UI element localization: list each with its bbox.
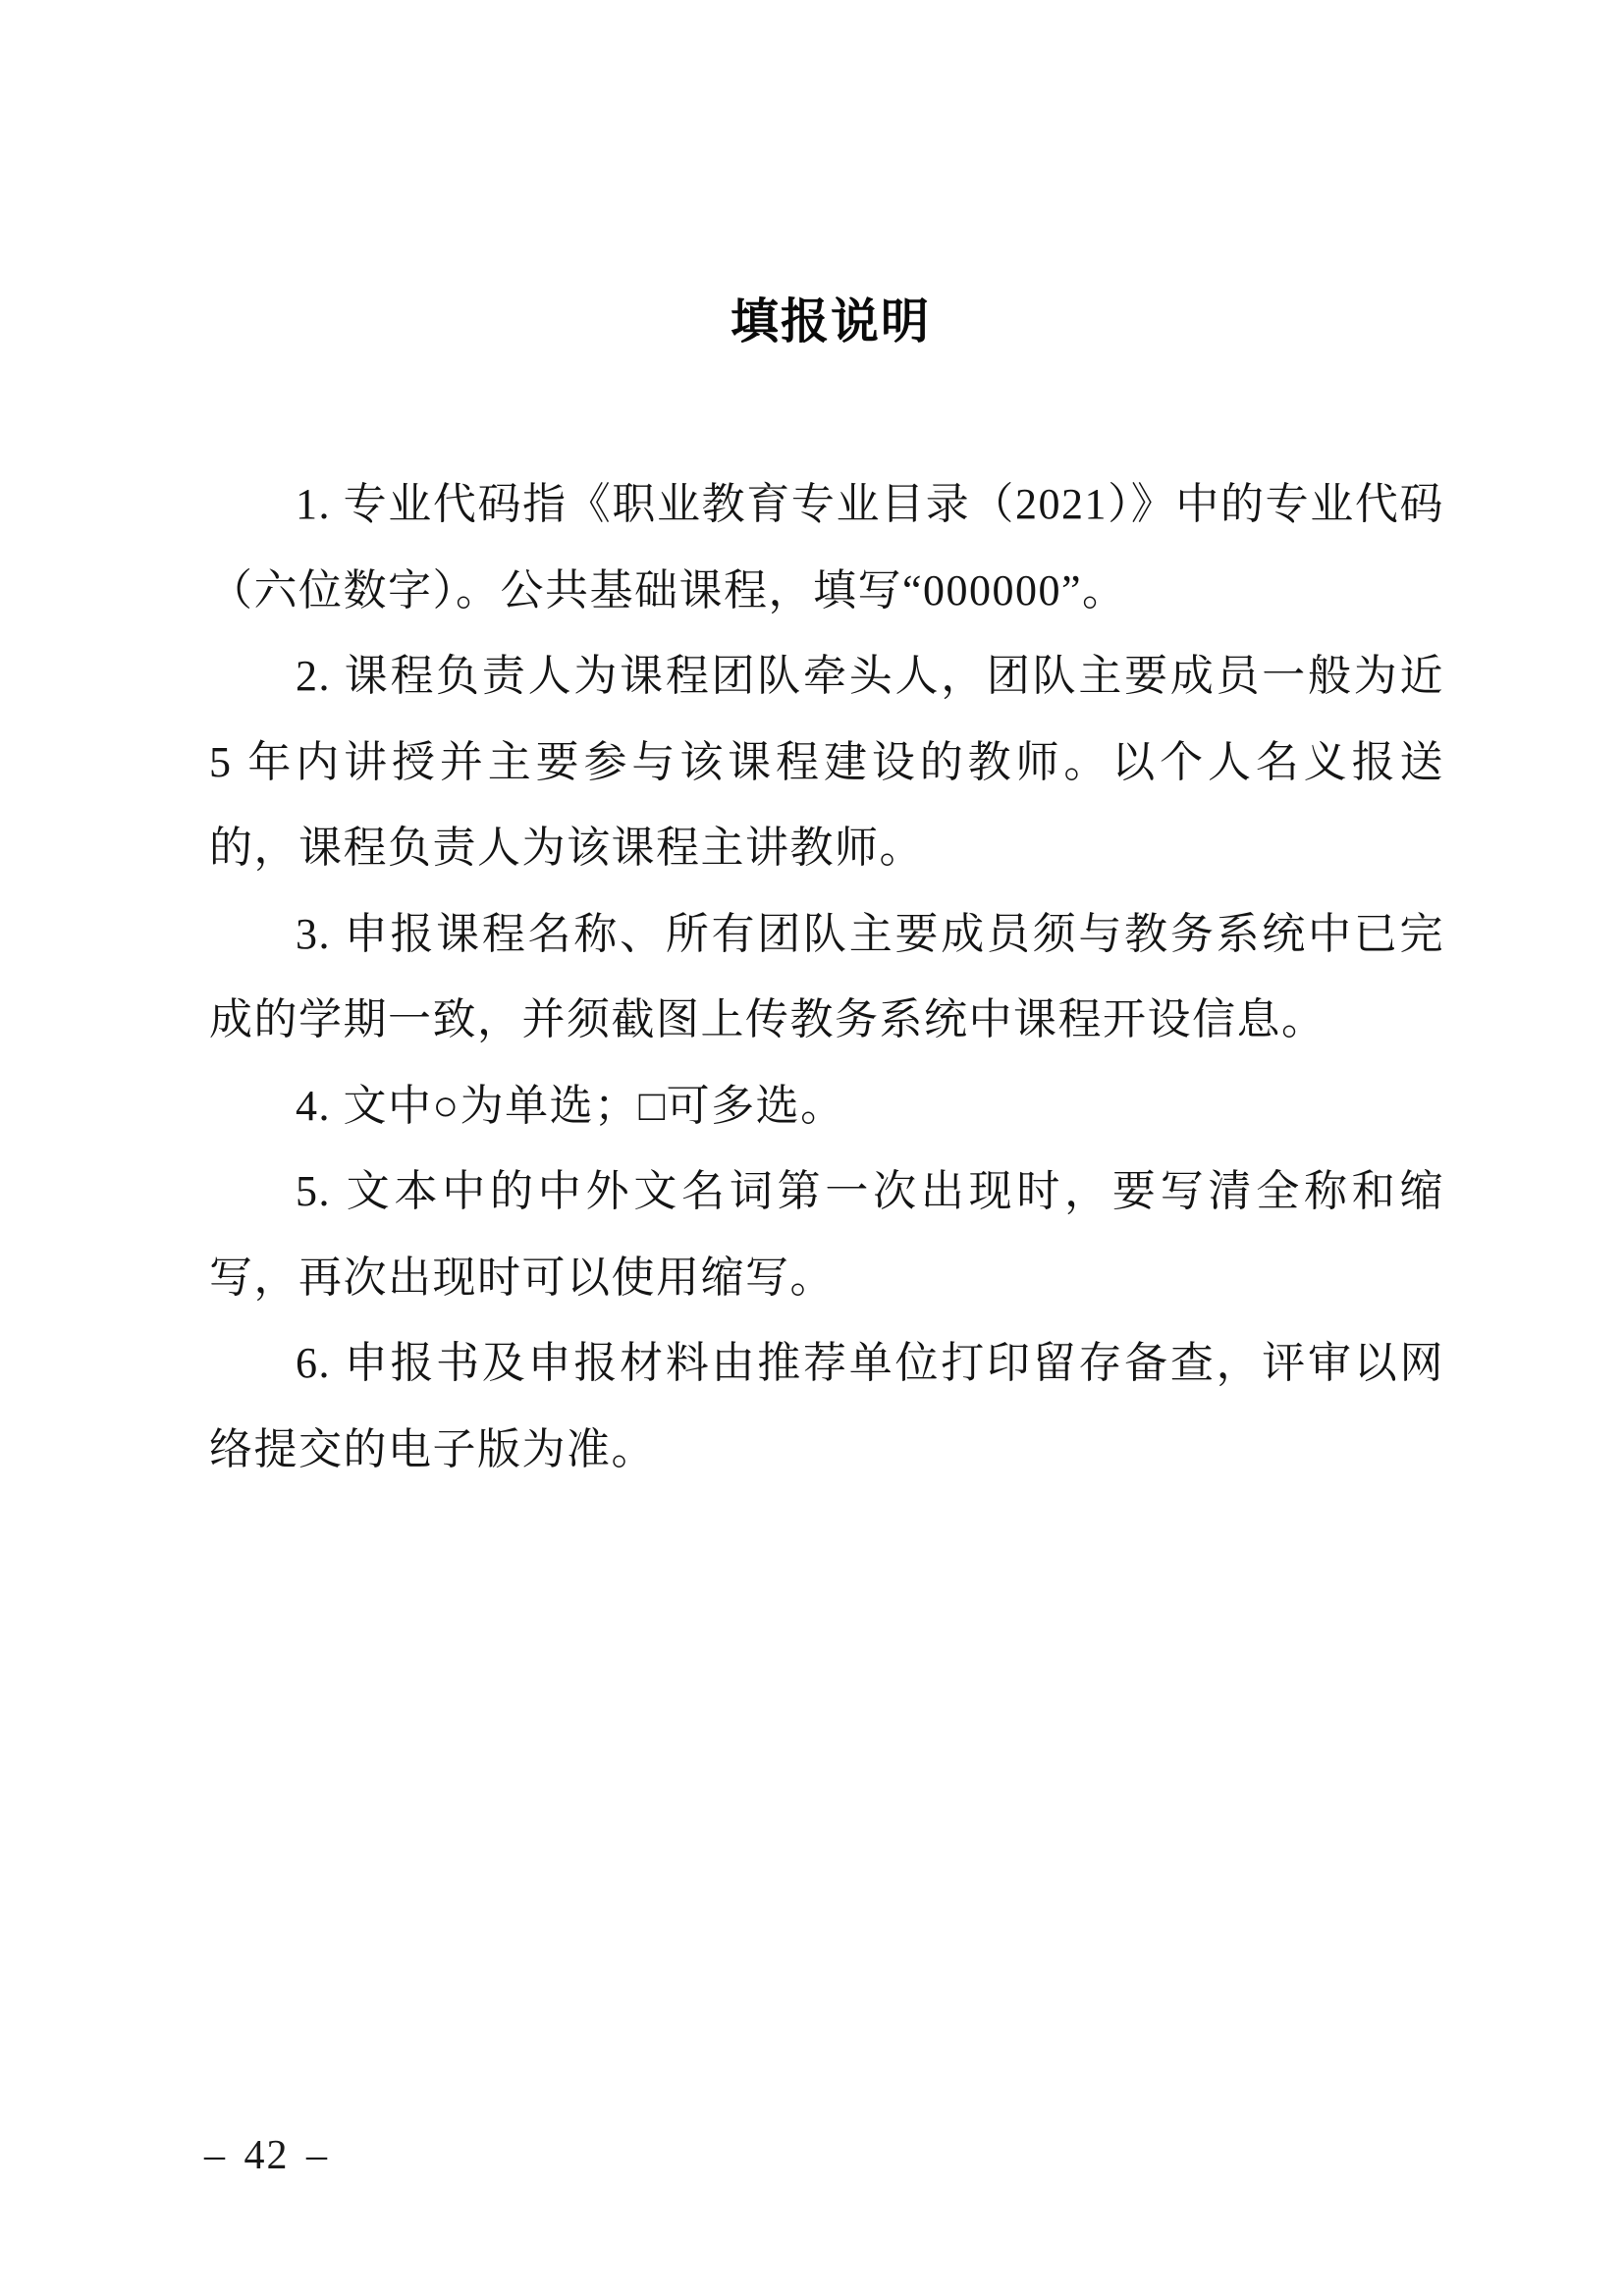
instructions-body (209, 461, 1444, 1492)
instruction-item-3: 3. 申报课程名称、所有团队主要成员须与教务系统中已完成的学期一致，并须截图上传教务系统中课程开设信息。 (209, 909, 1444, 1043)
instruction-item-4: 4. 文中○为单选；□可多选。 (296, 1081, 845, 1130)
instruction-item-6: 6. 申报书及申报材料由推荐单位打印留存备查，评审以网络提交的电子版为准。 (209, 1339, 1444, 1473)
page-number: – 42 – (204, 2133, 329, 2178)
instruction-item-5: 5. 文本中的中外文名词第一次出现时，要写清全称和缩写，再次出现时可以使用缩写。 (209, 1167, 1444, 1302)
page-title: 填报说明 (730, 294, 931, 348)
instruction-item-1: 1. 专业代码指《职业教育专业目录（2021）》中的专业代码（六位数字）。公共基础课程，填写“000000”。 (209, 480, 1444, 614)
instruction-item-2: 2. 课程负责人为课程团队牵头人，团队主要成员一般为近 5 年内讲授并主要参与该课程建设的教师。以个人名义报送的，课程负责人为该课程主讲教师。 (209, 652, 1444, 872)
